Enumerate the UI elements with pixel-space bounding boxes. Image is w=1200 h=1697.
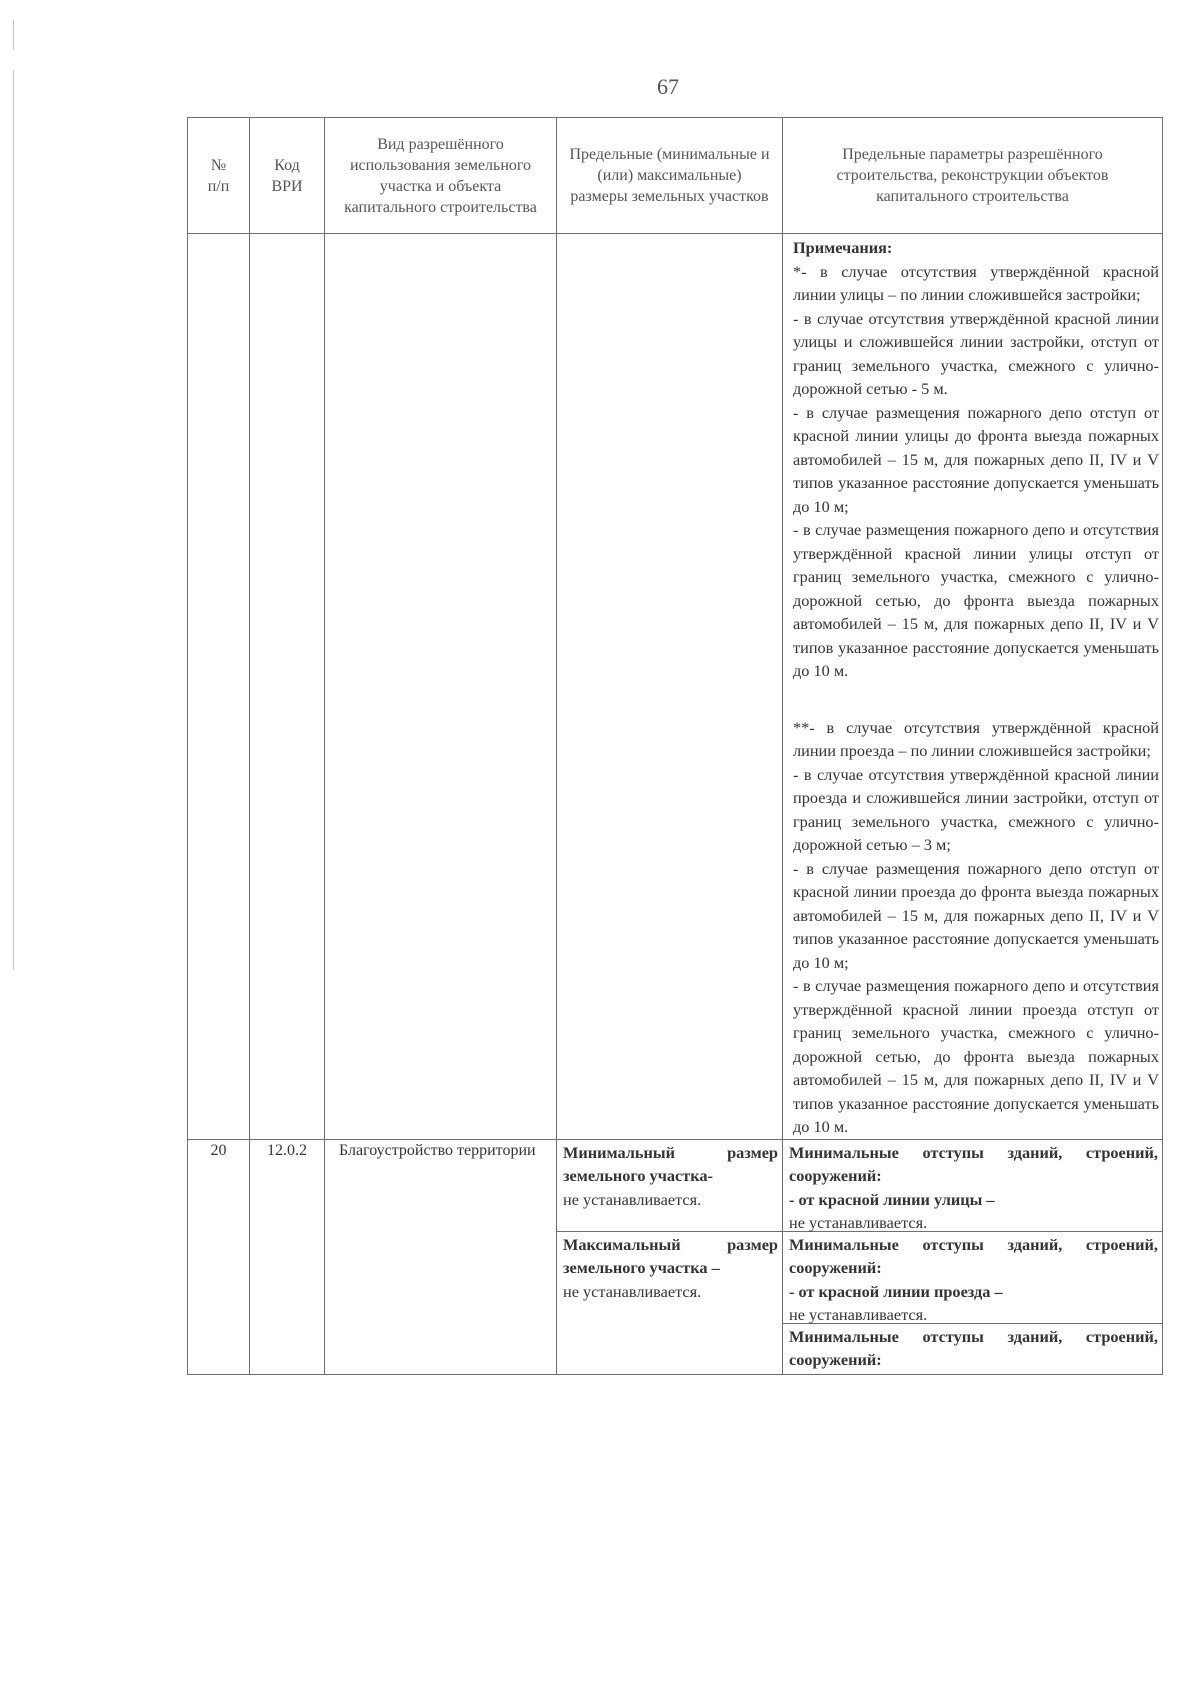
header-code-text: Код ВРИ — [271, 156, 303, 195]
cell-empty-type — [325, 234, 557, 1140]
header-number — [188, 118, 250, 234]
regulations-table — [187, 117, 1163, 1375]
row20-code: 12.0.2 — [250, 1139, 325, 1374]
header-usage-type — [325, 118, 557, 234]
scan-edge-mark-top — [13, 20, 14, 50]
note-item: *- в случае отсутствия утверждённой красной линии улицы – по линии сложившейся застройки; — [793, 261, 1159, 304]
table-row-notes — [188, 234, 1163, 1140]
max-plot-size-title: Максимальный размер земельного участка – — [563, 1234, 778, 1277]
setback-street-subtitle: - от красной линии улицы – — [789, 1189, 995, 1209]
cell-empty-size — [557, 234, 783, 1140]
notes-block — [783, 234, 1162, 1139]
setback-street-value: не устанавливается. — [789, 1213, 928, 1232]
setback-other — [783, 1323, 1162, 1374]
cell-empty-code — [250, 234, 325, 1140]
note-item: - в случае отсутствия утверждённой красной линии проезда и сложившейся линии застройки, отступ от границ земельного участка, смежного с улично-дорожной сетью – 3 м; — [793, 764, 1159, 854]
min-plot-size — [557, 1140, 782, 1231]
notes-title: Примечания: — [793, 238, 893, 257]
note-item: - в случае размещения пожарного депо отступ от красной линии проезда до фронта выезда пожарных автомобилей – 15 м, для пожарных депо II, IV и V типов указанное расстояние допускается уменьшать до 10 м; — [793, 858, 1159, 972]
setback-driveway-value: не устанавливается. — [789, 1305, 928, 1324]
page-number: 67 — [657, 74, 679, 99]
setback-other-title: Минимальные отступы зданий, строений, сооружений: — [789, 1326, 1158, 1369]
setback-street-title: Минимальные отступы зданий, строений, сооружений: — [789, 1142, 1158, 1185]
header-plot-size-text: Предельные (минимальные и (или) максимальные) размеры земельных участков — [569, 146, 770, 205]
header-parameters — [783, 118, 1163, 234]
note-item: - в случае размещения пожарного депо отступ от красной линии улицы до фронта выезда пожарных автомобилей – 15 м, для пожарных депо II, IV и V типов указанное расстояние допускается уменьшать до 10 м; — [793, 402, 1159, 516]
row20-number: 20 — [188, 1139, 250, 1374]
notes-gap — [793, 683, 1159, 716]
scan-edge-mark-main — [13, 70, 14, 970]
cell-notes — [783, 234, 1163, 1140]
row20-usage-type: Благоустройство территории — [325, 1139, 557, 1374]
note-item: **- в случае отсутствия утверждённой красной линии проезда – по линии сложившейся застройки; — [793, 717, 1159, 760]
setback-driveway-subtitle: - от красной линии проезда – — [789, 1281, 1003, 1301]
note-item: - в случае отсутствия утверждённой красной линии улицы и сложившейся линии застройки, отступ от границ земельного участка, смежного с улично-дорожной сетью - 5 м. — [793, 308, 1159, 398]
header-number-text: № п/п — [207, 156, 230, 195]
max-plot-size-value: не устанавливается. — [563, 1281, 702, 1301]
min-plot-size-title: Минимальный размер земельного участка- — [563, 1142, 778, 1185]
cell-empty-number — [188, 234, 250, 1140]
header-plot-size — [557, 118, 783, 234]
max-plot-size — [557, 1231, 782, 1306]
row20-parameters — [783, 1139, 1163, 1374]
table-header-row — [188, 118, 1163, 234]
row20-plot-size — [557, 1139, 783, 1374]
table-row-20 — [188, 1139, 1163, 1374]
note-item: - в случае размещения пожарного депо и отсутствия утверждённой красной линии улицы отступ от границ земельного участка, смежного с улично-дорожной сетью, до фронта выезда пожарных автомобилей – 15 м, для пожарных депо II, IV и V типов указанное расстояние допускается уменьшать до 10 м. — [793, 520, 1159, 680]
setback-driveway — [783, 1231, 1162, 1323]
setback-driveway-title: Минимальные отступы зданий, строений, сооружений: — [789, 1234, 1158, 1277]
header-usage-type-text: Вид разрешённого использования земельного участка и объекта капитального строительства — [344, 135, 537, 216]
note-item: - в случае размещения пожарного депо и отсутствия утверждённой красной линии проезда отступ от границ земельного участка, смежного с улично-дорожной сетью, до фронта выезда пожарных автомобилей – 15 м, для пожарных депо II, IV и V типов указанное расстояние допускается уменьшать до 10 м. — [793, 976, 1159, 1136]
min-plot-size-value: не устанавливается. — [563, 1189, 702, 1209]
header-parameters-text: Предельные параметры разрешённого строительства, реконструкции объектов капитального строительства — [836, 146, 1109, 205]
setback-street — [783, 1140, 1162, 1231]
header-code — [250, 118, 325, 234]
